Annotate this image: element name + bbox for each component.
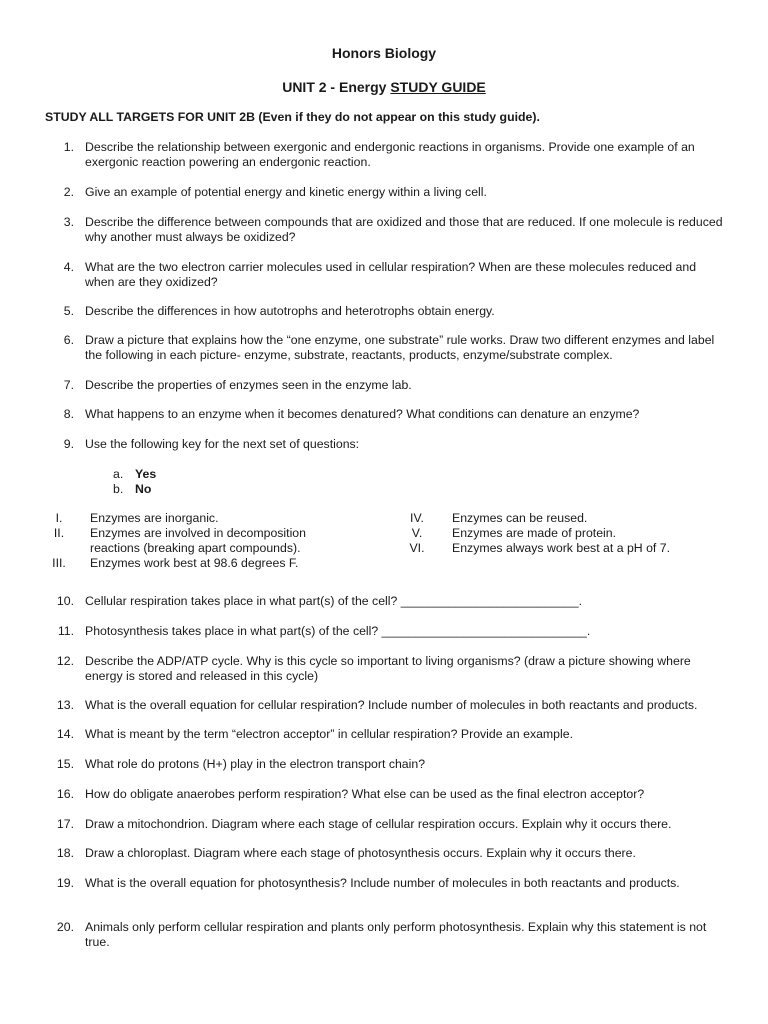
question-number: 6. [63, 333, 74, 347]
statement-number: III. [52, 556, 66, 570]
question-number: 12. [56, 654, 74, 668]
statement-number: VI. [409, 541, 425, 555]
question-number: 17. [56, 817, 74, 831]
question-text: Describe the ADP/ATP cycle. Why is this cycle so important to living organisms? (draw a picture showing where energy is stored and released in this cycle) [85, 654, 691, 683]
question-number: 18. [56, 846, 74, 860]
question-text: Give an example of potential energy and kinetic energy within a living cell. [85, 185, 487, 199]
page-title: Honors Biology [331, 45, 437, 61]
question-text: What role do protons (H+) play in the electron transport chain? [85, 757, 426, 771]
question-text: Draw a mitochondrion. Diagram where each stage of cellular respiration occurs. Explain why it occurs there. [85, 817, 672, 831]
question-text: Describe the properties of enzymes seen in the enzyme lab. [85, 378, 412, 392]
statement-text: Enzymes are made of protein. [452, 526, 617, 540]
question-number: 11. [57, 624, 74, 638]
study-guide-label: STUDY GUIDE [390, 79, 486, 95]
statement-text: Enzymes work best at 98.6 degrees F. [90, 556, 299, 570]
question-number: 8. [63, 407, 74, 421]
question-text: What is the overall equation for cellular respiration? Include number of molecules in both reactants and products. [85, 698, 698, 712]
question-text: How do obligate anaerobes perform respiration? What else can be used as the final electron acceptor? [85, 787, 645, 801]
question-number: 13. [56, 698, 74, 712]
statement-text: Enzymes are inorganic. [90, 511, 219, 525]
statement-number: IV. [410, 511, 424, 525]
key-value: No [135, 482, 152, 496]
statement-number: V. [411, 526, 423, 540]
key-value: Yes [135, 467, 157, 481]
question-number: 15. [56, 757, 74, 771]
question-text: What are the two electron carrier molecules used in cellular respiration? When are these molecules reduced and when are they oxidized? [85, 260, 697, 289]
question-text: What happens to an enzyme when it becomes denatured? What conditions can denature an enzyme? [85, 407, 640, 421]
unit-prefix: UNIT 2 - Energy [282, 79, 391, 95]
question-number: 9. [63, 437, 74, 451]
instruction: STUDY ALL TARGETS FOR UNIT 2B (Even if they do not appear on this study guide). [45, 110, 540, 124]
question-number: 19. [56, 876, 74, 890]
question-text: What is meant by the term “electron acceptor” in cellular respiration? Provide an example. [85, 727, 573, 741]
question-text: Describe the relationship between exergonic and endergonic reactions in organisms. Provide one example of an exergonic reaction powering an endergonic reaction. [85, 140, 695, 169]
statement-text: reactions (breaking apart compounds). [90, 541, 301, 555]
question-number: 5. [63, 304, 74, 318]
statement-text: Enzymes are involved in decomposition [90, 526, 306, 540]
question-number: 10. [56, 594, 74, 608]
statement-text: Enzymes always work best at a pH of 7. [452, 541, 671, 555]
question-text: Describe the difference between compounds that are oxidized and those that are reduced. If one molecule is reduced why another must always be oxidized? [85, 215, 723, 244]
question-number: 16. [56, 787, 74, 801]
question-number: 14. [56, 727, 74, 741]
question-text: Animals only perform cellular respiration and plants only perform photosynthesis. Explain why this statement is not true. [85, 920, 707, 949]
statement-number: II. [53, 526, 65, 540]
unit-heading [0, 79, 768, 95]
question-text: Photosynthesis takes place in what part(s) of the cell? ______________________________. [85, 624, 591, 638]
key-letter: b. [113, 482, 124, 496]
question-number: 4. [63, 260, 74, 274]
question-text: Use the following key for the next set of questions: [85, 437, 360, 451]
question-number: 1. [63, 140, 74, 154]
question-text: Draw a chloroplast. Diagram where each stage of photosynthesis occurs. Explain why it occurs there. [85, 846, 636, 860]
question-number: 7. [63, 378, 74, 392]
statement-text: Enzymes can be reused. [452, 511, 588, 525]
question-text: Describe the differences in how autotrophs and heterotrophs obtain energy. [85, 304, 495, 318]
question-number: 20. [56, 920, 74, 934]
key-letter: a. [113, 467, 124, 481]
statement-number: I. [55, 511, 63, 525]
question-text: What is the overall equation for photosynthesis? Include number of molecules in both reactants and products. [85, 876, 680, 890]
question-number: 3. [63, 215, 74, 229]
question-text: Cellular respiration takes place in what part(s) of the cell? __________________________. [85, 594, 582, 608]
question-number: 2. [63, 185, 74, 199]
question-text: Draw a picture that explains how the “one enzyme, one substrate” rule works. Draw two different enzymes and label the following in each picture- enzyme, substrate, reactants, products, enzyme/substrate complex. [85, 333, 715, 362]
